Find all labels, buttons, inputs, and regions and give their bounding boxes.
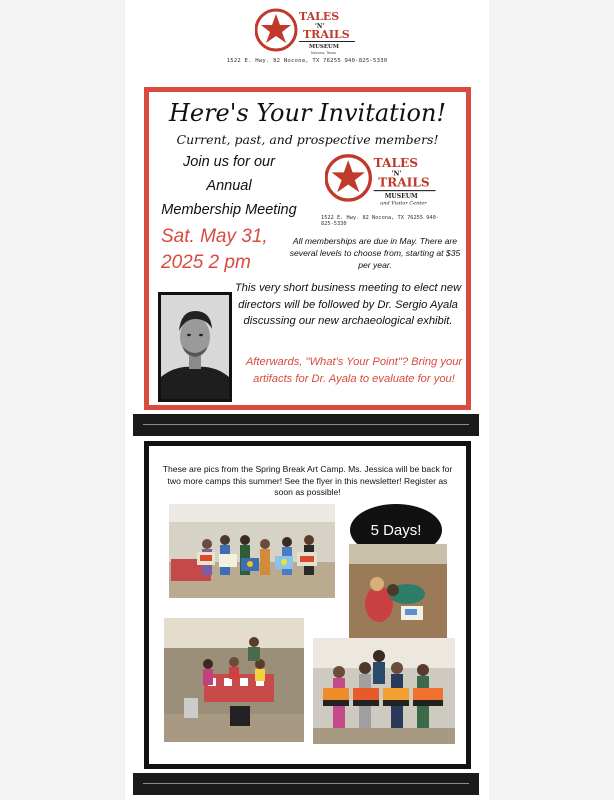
five-days-badge: 5 Days! [350,504,442,556]
svg-text:'N': 'N' [391,169,402,178]
svg-text:TALES: TALES [373,155,419,170]
join-line-1: Join us for our [183,154,275,170]
art-camp-card [144,441,471,769]
newsletter-page [125,0,489,800]
invitation-subtitle: Current, past, and prospective members! [176,132,439,147]
join-line-3: Membership Meeting [161,202,297,218]
svg-text:TALES: TALES [299,10,340,23]
artifact-evaluation-note: Afterwards, "What's Your Point"? Bring your artifacts for Dr. Ayala to evaluate for you! [245,356,463,385]
meeting-date: Sat. May 31, [161,226,268,247]
camp-photo-sunsets [313,638,455,744]
speaker-portrait [158,292,232,402]
header-address: 1522 E. Hwy. 82 Nocona, TX 76255 940-825-5330 [226,58,388,64]
section-divider [133,414,479,436]
section-divider-bottom [133,773,479,795]
join-line-2: Annual [206,178,252,194]
svg-text:Nocona, Texas: Nocona, Texas [311,51,337,55]
invitation-title: Here's Your Invitation! [168,99,447,127]
svg-text:TRAILS: TRAILS [303,28,350,41]
meeting-time: 2025 2 pm [161,252,251,273]
camp-photo-painting [349,544,447,638]
svg-text:TRAILS: TRAILS [378,175,430,190]
svg-text:MUSEUM: MUSEUM [384,192,418,200]
museum-logo [255,6,359,56]
museum-logo-inline [325,150,440,208]
svg-text:and Visitor Center: and Visitor Center [380,200,427,207]
invitation-card [144,87,471,410]
svg-text:'N': 'N' [315,23,325,30]
invitation-address: 1522 E. Hwy. 82 Nocona, TX 76255 940-825-5330 [321,215,439,227]
meeting-description: This very short business meeting to elect new directors will be followed by Dr. Sergio Ayala discussing our new archaeological exhibit. [234,282,462,327]
art-camp-text: These are pics from the Spring Break Art Camp. Ms. Jessica will be back for two more camps this summer! See the flyer in this newsletter! Register as soon as possible! [162,464,453,497]
camp-photo-group [169,504,335,598]
membership-dues-note: All memberships are due in May. There are several levels to choose from, starting at $35 per year. [289,236,461,270]
camp-photo-tables [164,618,304,742]
svg-text:MUSEUM: MUSEUM [309,44,339,50]
